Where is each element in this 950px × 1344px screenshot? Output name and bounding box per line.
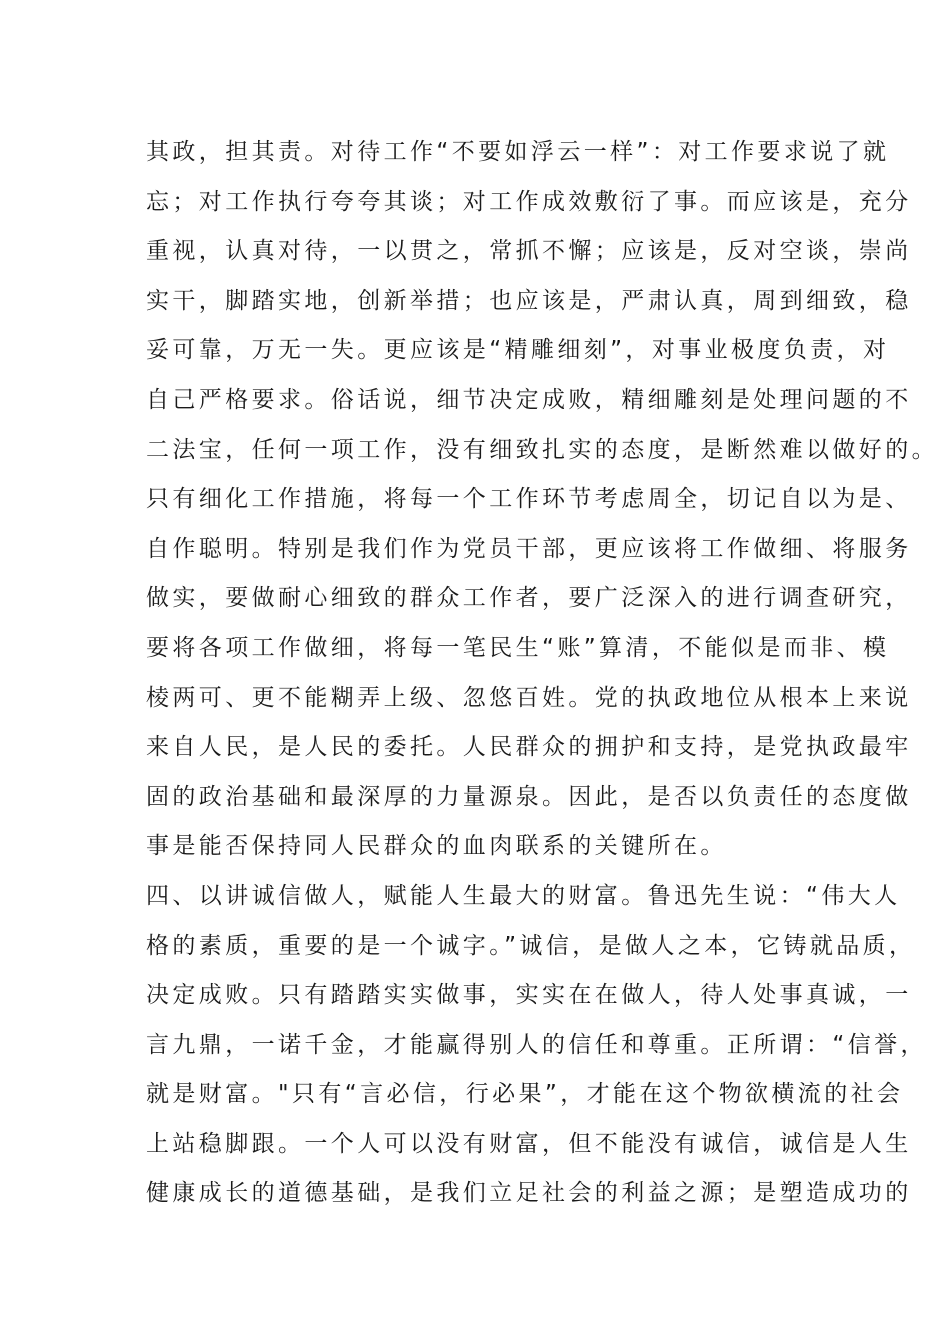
- text-line: 其政，担其责。对待工作“不要如浮云一样”：对工作要求说了就: [146, 139, 890, 165]
- text-line: 事是能否保持同人民群众的血肉联系的关键所在。: [146, 833, 727, 860]
- text-line: 上站稳脚跟。一个人可以没有财富，但不能没有诚信，诚信是人生: [146, 1130, 912, 1157]
- text-line: 言九鼎，一诺千金，才能赢得别人的信任和尊重。正所谓：“信誉，: [146, 1031, 927, 1058]
- text-line: 固的政治基础和最深厚的力量源泉。因此，是否以负责任的态度做: [146, 783, 912, 810]
- text-line: 格的素质，重要的是一个诚字。”诚信，是做人之本，它铸就品质，: [146, 932, 916, 959]
- text-line: 妥可靠，万无一失。更应该是“精雕细刻”，对事业极度负责，对: [146, 337, 890, 364]
- text-line: 重视，认真对待，一以贯之，常抓不懈；应该是，反对空谈，崇尚: [146, 238, 912, 265]
- body-text: [146, 128, 938, 1219]
- text-line: 自作聪明。特别是我们作为党员干部，更应该将工作做细、将服务: [146, 535, 912, 562]
- text-line: 要将各项工作做细，将每一笔民生“账”算清，不能似是而非、模: [146, 634, 890, 661]
- text-line: 来自人民，是人民的委托。人民群众的拥护和支持，是党执政最牢: [146, 734, 912, 761]
- text-line: 棱两可、更不能糊弄上级、忽悠百姓。党的执政地位从根本上来说: [146, 684, 912, 711]
- text-line: 实干，脚踏实地，创新举措；也应该是，严肃认真，周到细致，稳: [146, 287, 912, 314]
- text-line: 自己严格要求。俗话说，细节决定成败，精细雕刻是处理问题的不: [146, 386, 912, 413]
- section-heading-line: 四、以讲诚信做人，赋能人生最大的财富。鲁迅先生说：“伟大人: [146, 882, 901, 909]
- text-line: 就是财富。"只有“言必信，行必果”，才能在这个物欲横流的社会: [146, 1081, 904, 1108]
- text-line: 只有细化工作措施，将每一个工作环节考虑周全，切记自以为是、: [146, 486, 912, 513]
- text-line: 二法宝，任何一项工作，没有细致扎实的态度，是断然难以做好的。: [146, 436, 938, 463]
- text-line: 做实，要做耐心细致的群众工作者，要广泛深入的进行调查研究，: [146, 585, 912, 612]
- text-line: 健康成长的道德基础，是我们立足社会的利益之源；是塑造成功的: [146, 1180, 912, 1207]
- text-line: 决定成败。只有踏踏实实做事，实实在在做人，待人处事真诚，一: [146, 982, 912, 1009]
- text-line: 忘；对工作执行夸夸其谈；对工作成效敷衍了事。而应该是，充分: [146, 188, 912, 215]
